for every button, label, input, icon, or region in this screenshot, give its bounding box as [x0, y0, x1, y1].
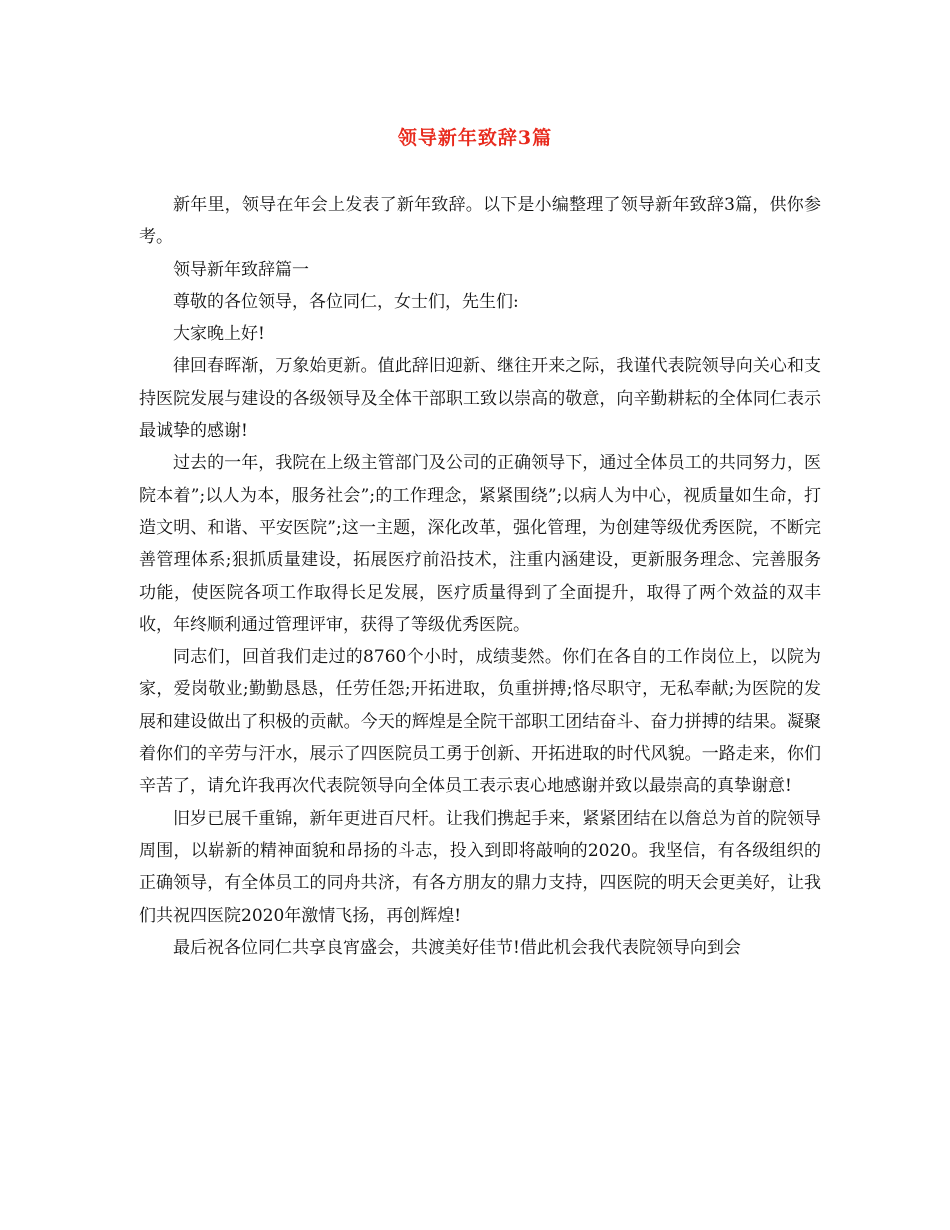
section-heading: 领导新年致辞篇一 [173, 259, 309, 280]
body-paragraph: 律回春晖渐，万象始更新。值此辞旧迎新、继往开来之际，我谨代表院领导向关心和支持医院发展与建设的各级领导及全体干部职工致以崇高的敬意，向辛勤耕耘的全体同仁表示最诚挚的感谢! [139, 356, 821, 442]
salutation: 尊敬的各位领导，各位同仁，女士们，先生们: [173, 291, 519, 312]
document-body [139, 189, 821, 964]
intro-paragraph: 新年里，领导在年会上发表了新年致辞。以下是小编整理了领导新年致辞3篇，供你参考。 [139, 195, 821, 248]
document-title: 领导新年致辞3篇 [397, 127, 553, 149]
body-paragraph: 过去的一年，我院在上级主管部门及公司的正确领导下，通过全体员工的共同努力，医院本着”;以人为本，服务社会”;的工作理念，紧紧围绕”;以病人为中心，视质量如生命，打造文明、和谐、平安医院”;这一主题，深化改革，强化管理，为创建等级优秀医院，不断完善管理体系;狠抓质量建设，拓展医疗前沿技术，注重内涵建设，更新服务理念、完善服务功能，使医院各项工作取得长足发展，医疗质量得到了全面提升，取得了两个效益的双丰收，年终顺利通过管理评审，获得了等级优秀医院。 [139, 453, 821, 635]
greeting: 大家晚上好! [173, 324, 265, 345]
body-paragraph: 旧岁已展千重锦，新年更进百尺杆。让我们携起手来，紧紧团结在以詹总为首的院领导周围，以崭新的精神面貌和昂扬的斗志，投入到即将敲响的2020。我坚信，有各级组织的正确领导，有全体员工的同舟共济，有各方朋友的鼎力支持，四医院的明天会更美好，让我们共祝四医院2020年激情飞扬，再创辉煌! [139, 808, 821, 926]
body-paragraph: 同志们，回首我们走过的8760个小时，成绩斐然。你们在各自的工作岗位上，以院为家，爱岗敬业;勤勤恳恳，任劳任怨;开拓进取，负重拼搏;恪尽职守，无私奉献;为医院的发展和建设做出了积极的贡献。今天的辉煌是全院干部职工团结奋斗、奋力拼搏的结果。凝聚着你们的辛劳与汗水，展示了四医院员工勇于创新、开拓进取的时代风貌。一路走来，你们辛苦了，请允许我再次代表院领导向全体员工表示衷心地感谢并致以最崇高的真挚谢意! [139, 647, 821, 797]
body-paragraph: 最后祝各位同仁共享良宵盛会，共渡美好佳节!借此机会我代表院领导向到会 [173, 937, 741, 958]
